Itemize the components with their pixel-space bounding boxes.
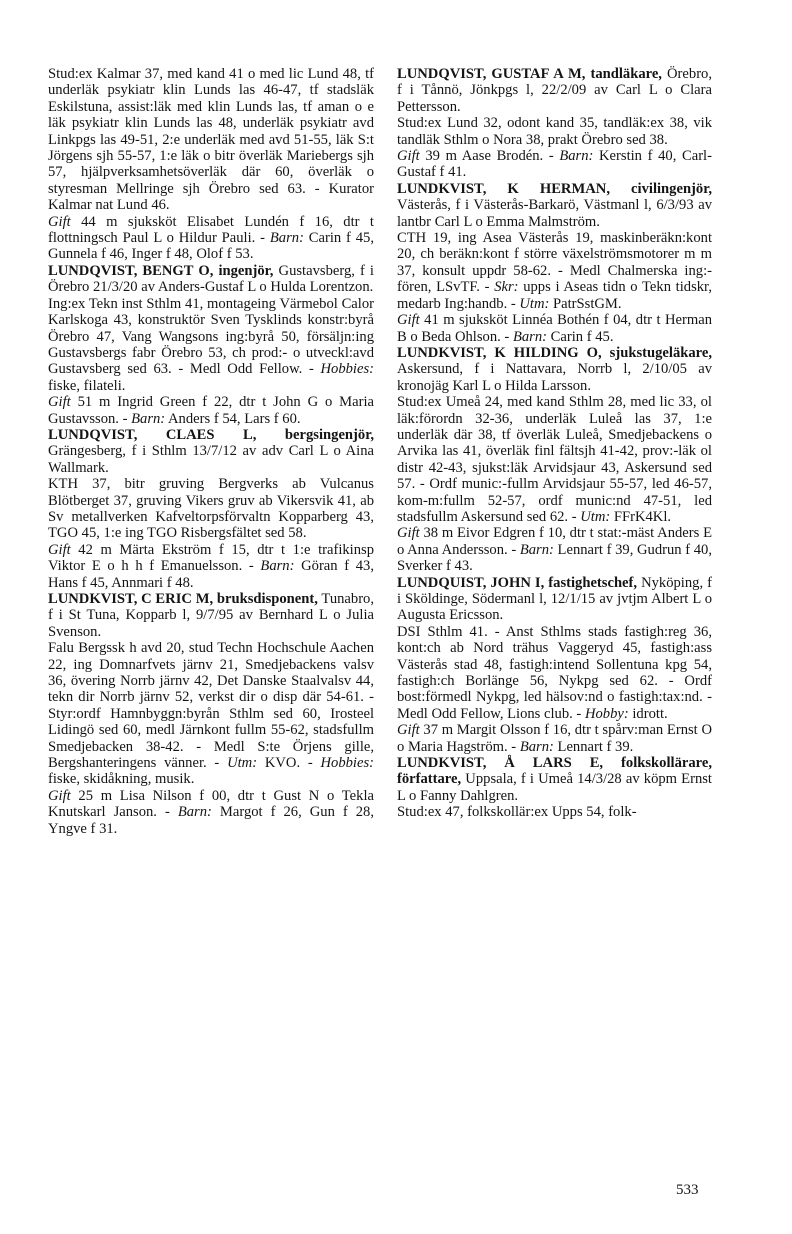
barn-text: Göran f 43, Hans f 45, Annmari f 48. (48, 558, 374, 591)
gift-label: Gift (48, 541, 71, 558)
entry-heading: LUNDKVIST, K HERMAN, civilingenjör, (397, 180, 712, 197)
barn-label: Barn: (519, 541, 554, 558)
gift-text: 51 m Ingrid Green f 22, dtr t John G o Maria Gustavsson. - (48, 394, 374, 427)
barn-text: Kerstin f 40, Carl-Gustaf f 41. (397, 148, 712, 181)
barn-label: Barn: (269, 230, 304, 247)
gift-label: Gift (48, 213, 71, 230)
family-text (397, 525, 712, 574)
career-text: Ing:ex Tekn inst Sthlm 41, montageing Värmebol Calor Karlskoga 43, konstruktör Sven Tysklinds konstr:byrå Örebro 47, Vang Wangsons ing:byrå 50, försäljn:ing Gustavsbergs fabr Örebro 53, ch prod:- o utveckl:avd Gustavsberg sed 63. - Medl Odd Fellow. - Hobbies: fiske, filateli. (48, 295, 374, 394)
entry-heading: LUNDQVIST, GUSTAF A M, tandläkare, (397, 66, 662, 82)
career-text: Falu Bergssk h avd 20, stud Techn Hochschule Aachen 22, ing Domnarfvets järnv 21, Smedjebackens valsv 36, övering Norrb järnv 42, Det Danske Staalvalsv 44, tekn dir Norrb järnv 52, verkst dir o disp där 54-61. - Styr:ordf Hamnbyggn:byrån Sthlm sed 60, Irosteel Lidingö sed 60, medl Järnkont fullm 55-62, stadsfullm Smedjebacken 38-42. - Medl S:te Örjens gille, Bergshanteringens vänner. - Utm: KVO. - Hobbies: fiske, skidåkning, musik. (48, 640, 375, 788)
career-text: CTH 19, ing Asea Västerås 19, maskinberäkn:kont 20, ch beräkn:kont f större växelströmsmotorer m m 37, konsult uppdr 58-62. - Medl Chalmerska ing:-fören, LSvTF. - Skr: upps i Aseas tidn o Tekn tidskr, medarb Ing:handb. - Utm: PatrSstGM. (397, 230, 712, 312)
hobbies-text: fiske, skidåkning, musik. (48, 771, 195, 788)
family-text (48, 214, 374, 263)
entry-lundkvist-hilding (397, 345, 712, 575)
skr-text: upps i Aseas tidn o Tekn tidskr, medarb Ing:handb. - (397, 279, 712, 312)
hobbies-label: Hobbies: (320, 755, 375, 772)
gift-label: Gift (397, 312, 420, 329)
career-text: Stud:ex Kalmar 37, med kand 41 o med lic Lund 48, tf underläk psykiatr klin Lunds las 46-47, tf stadsläk Eskilstuna, assist:läk med klin Lunds las, tf aman o e läk psykiatr klin Lunds las 48, underläk psykiatr avd Linkpgs las 49-51, 2:e underläk med avd 51-55, läk S:t Jörgens sjh 55-57, 1:e läk o bitr överläk Mariebergs sjh 57, hjälpverksamhetsöverläk där 60, överläk o styresman Mellringe sjh Örebro sed 63. - Kurator Kalmar nat Lund 46. (48, 66, 374, 214)
hobbies-label: Hobbies: (320, 361, 374, 378)
gift-text: 39 m Aase Brodén. - (419, 148, 560, 165)
family-text (397, 312, 712, 345)
gift-label: Gift (397, 722, 420, 739)
barn-text: Carin f 45. (547, 328, 614, 345)
skr-label: Skr: (494, 279, 519, 296)
barn-label: Barn: (512, 328, 547, 345)
career-text: DSI Sthlm 41. - Anst Sthlms stads fastigh:reg 36, kont:ch ab Nord trähus Vaggeryd 45, fastigh:ass Västerås stad 48, fastigh:intend Sollentuna kpg 54, fastigh:ch Borlänge 56, Nykpg sed 62. - Ordf bost:förmedl Nykpg, led hälsov:nd o fastigh:tax:nd. - Medl Odd Fellow, Lions club. - Hobby: idrott. (397, 623, 712, 722)
career-text: KTH 37, bitr gruving Bergverks ab Vulcanus Blötberget 37, gruving Vikers gruv ab Vikersvik 41, ab Sv metallverken Kafveltorpsförvaltn Kopparberg 43, TGO 45, 1:e ing TGO Risbergsfältet sed 58. (48, 476, 374, 542)
utm-label: Utm: (580, 508, 611, 525)
entry-heading: LUNDKVIST, C ERIC M, bruksdisponent, (48, 591, 318, 607)
entry-lundkvist-herman (397, 181, 712, 345)
career-text: Stud:ex Umeå 24, med kand Sthlm 28, med lic 33, ol läk:förordn 32-36, underläk Luleå las 37, 1:e underläk där 38, tf överläk Luleå, Smedjebackens o Arvika las 41, överläk finl fältsjh 41-42, prov:-läk ol distr 42-43, sjukst:läk Arvidsjaur 43, Askersund sed 57. - Ordf munic:-fullm Arvidsjaur 55-57, led 46-57, kom-m:fullm 52-57, ordf munic:nd 47-51, led stadsfullm Askersund sed 62. - Utm: FFrK4Kl. (397, 394, 712, 525)
entry-intro-text: Uppsala, f i Umeå 14/3/28 av köpm Ernst L o Fanny Dahlgren. (397, 771, 712, 804)
entry-intro (48, 591, 374, 640)
barn-label: Barn: (559, 148, 594, 165)
entry-lundqvist-claes (48, 427, 374, 591)
barn-label: Barn: (177, 804, 212, 821)
barn-text: Lennart f 39. (553, 738, 634, 755)
hobby-text: idrott. (628, 705, 668, 722)
barn-label: Barn: (131, 410, 166, 427)
entry-heading: LUNDQVIST, CLAES L, bergsingenjör, (48, 426, 374, 443)
utm-text: FFrK4Kl. (610, 508, 672, 525)
gift-label: Gift (397, 148, 420, 165)
entry-lundqvist-gustaf (397, 66, 712, 181)
entry-lundqvist-bengt (48, 263, 374, 427)
family-text (48, 394, 374, 427)
gift-label: Gift (48, 787, 71, 804)
hobbies-text: fiske, filateli. (48, 377, 126, 394)
entry-heading: LUNDQUIST, JOHN I, fastighetschef, (397, 574, 638, 591)
entry-lundkvist-lars (397, 755, 712, 821)
entry-intro-text: Askersund, f i Nattavara, Norrb l, 2/10/05 av kronojäg Karl L o Hilda Larsson. (397, 361, 712, 394)
entry-heading: LUNDQVIST, BENGT O, ingenjör, (48, 262, 274, 279)
entry-heading: LUNDKVIST, K HILDING O, sjukstugeläkare, (397, 344, 712, 361)
gift-text: 25 m Lisa Nilson f 00, dtr t Gust N o Tekla Knutskarl Janson. - (48, 787, 374, 821)
barn-label: Barn: (519, 738, 554, 755)
entry-lundquist-john (397, 575, 712, 755)
entry-intro-text: Nyköping, f i Sköldinge, Södermanl l, 12/1/15 av jvtjm Albert L o Augusta Ericsson. (397, 574, 712, 624)
entry-intro (48, 263, 374, 296)
family-text (397, 148, 712, 181)
utm-label: Utm: (227, 755, 258, 772)
gift-text: 42 m Märta Ekström f 15, dtr t 1:e trafikinsp Viktor E o h h f Emanuelsson. - (48, 541, 374, 575)
gift-label: Gift (48, 394, 71, 411)
hobby-label: Hobby: (584, 705, 629, 722)
entry-intro (48, 427, 374, 476)
entry-intro-text: Tunabro, f i St Tuna, Kopparb l, 9/7/95 av Bernhard L o Julia Svenson. (48, 591, 374, 640)
entry-intro-text: Västerås, f i Västerås-Barkarö, Västmanl l, 6/3/93 av lantbr Carl L o Emma Malmström. (397, 197, 712, 230)
career-text: Stud:ex Lund 32, odont kand 35, tandläk:ex 38, vik tandläk Sthlm o Nora 38, prakt Örebro sed 38. (397, 115, 712, 148)
career-text: Stud:ex 47, folkskollär:ex Upps 54, folk- (397, 804, 637, 821)
entry-intro (397, 345, 712, 394)
barn-text: Carin f 45, Gunnela f 46, Inger f 48, Olof f 53. (48, 230, 374, 263)
entry-intro (397, 66, 712, 115)
entry-intro-text: Örebro, f i Tånnö, Jönkpgs l, 22/2/09 av Carl L o Clara Pettersson. (397, 66, 712, 115)
barn-text: Margot f 26, Gun f 28, Yngve f 31. (48, 804, 374, 837)
gift-text: 38 m Eivor Edgren f 10, dtr t stat:-mäst Anders E o Anna Andersson. - (397, 525, 712, 558)
family-text (48, 542, 374, 591)
left-column (48, 66, 374, 837)
gift-text: 41 m sjuksköt Linnéa Bothén f 04, dtr t Herman B o Beda Ohlson. - (397, 312, 712, 345)
entry-intro-text: Grängesberg, f i Sthlm 13/7/12 av adv Carl L o Aina Wallmark. (48, 443, 374, 476)
right-column (397, 66, 712, 821)
family-text (397, 722, 712, 755)
gift-text: 37 m Margit Olsson f 16, dtr t spårv:man Ernst O o Maria Hagström. - (397, 722, 712, 755)
page-number: 533 (676, 1182, 699, 1198)
barn-text: Lennart f 39, Gudrun f 40, Sverker f 43. (397, 541, 712, 575)
gift-label: Gift (397, 525, 420, 542)
utm-label: Utm: (519, 295, 550, 312)
entry-intro (397, 575, 712, 624)
entry-heading: LUNDKVIST, Å LARS E, folkskollärare, författare, (397, 755, 712, 788)
entry-continued (48, 66, 374, 263)
entry-lundkvist-eric (48, 591, 374, 837)
entry-intro (397, 181, 712, 230)
barn-text: Anders f 54, Lars f 60. (165, 410, 301, 427)
utm-text: KVO. - (257, 755, 321, 772)
barn-label: Barn: (260, 558, 295, 575)
family-text (48, 788, 374, 837)
entry-intro (397, 755, 712, 804)
entry-intro-text: Gustavsberg, f i Örebro 21/3/20 av Anders-Gustaf L o Hulda Lorentzon. (48, 262, 374, 296)
gift-text: 44 m sjuksköt Elisabet Lundén f 16, dtr t flottningsch Paul L o Hildur Pauli. - (48, 213, 374, 247)
utm-text: PatrSstGM. (549, 295, 622, 312)
